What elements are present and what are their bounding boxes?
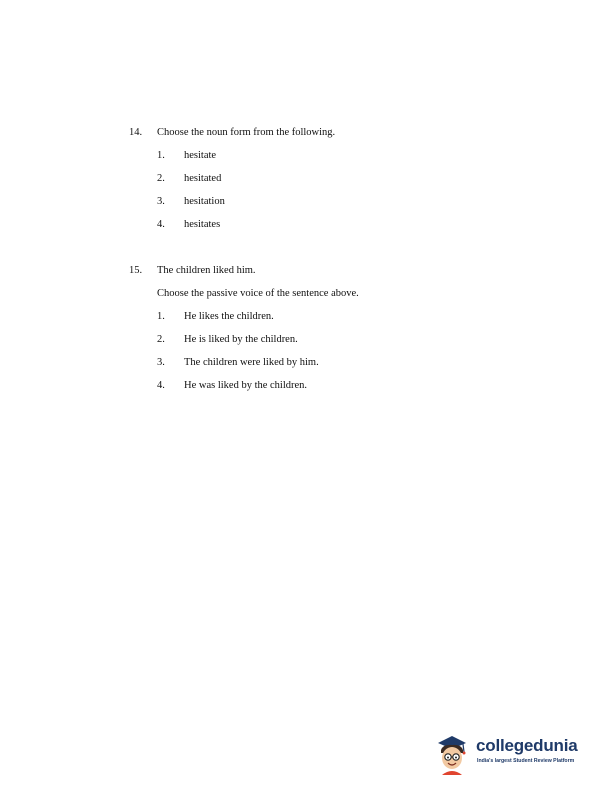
option-text: hesitates	[184, 219, 221, 230]
logo-wordmark: collegedunia	[476, 736, 578, 755]
option-text: He was liked by the children.	[184, 380, 308, 391]
option-text: The children were liked by him.	[184, 357, 319, 368]
question-number: 15.	[129, 265, 143, 276]
option-text: hesitated	[184, 173, 222, 184]
option-number: 3.	[157, 196, 165, 207]
option-number: 4.	[157, 219, 165, 230]
graduate-mascot-icon	[430, 733, 474, 777]
option-number: 2.	[157, 173, 165, 184]
logo-tagline: India's largest Student Review Platform	[477, 758, 575, 764]
collegedunia-logo	[430, 733, 590, 777]
question-prompt: The children liked him.	[157, 265, 256, 276]
option-number: 3.	[157, 357, 165, 368]
question-number: 14.	[129, 127, 143, 138]
option-text: He is liked by the children.	[184, 334, 298, 345]
option-number: 4.	[157, 380, 165, 391]
option-number: 1.	[157, 311, 165, 322]
option-number: 1.	[157, 150, 165, 161]
option-text: hesitation	[184, 196, 225, 207]
option-text: He likes the children.	[184, 311, 274, 322]
question-prompt: Choose the noun form from the following.	[157, 127, 336, 138]
option-text: hesitate	[184, 150, 217, 161]
option-number: 2.	[157, 334, 165, 345]
question-instruction: Choose the passive voice of the sentence above.	[157, 288, 359, 299]
